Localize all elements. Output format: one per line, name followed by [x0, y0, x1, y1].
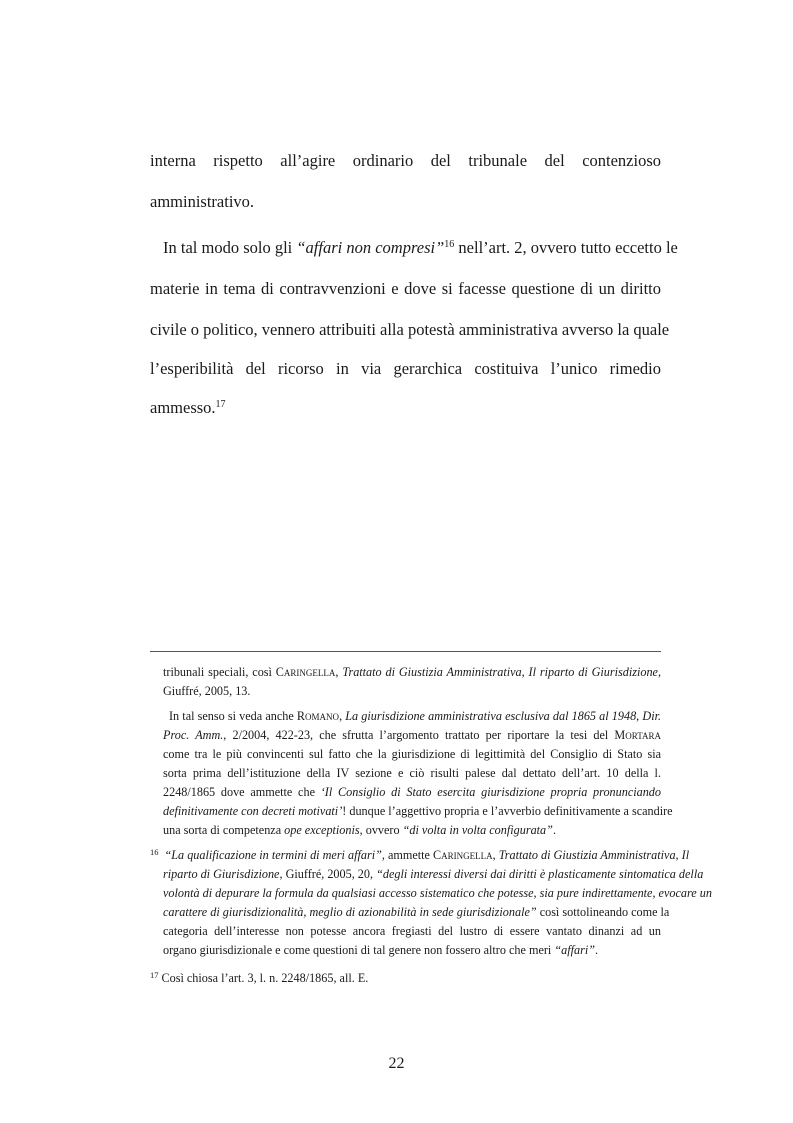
footnote-line: carattere di giurisdizionalità, meglio di azionabilità in sede giurisdizionale” così sottolineando come la [163, 905, 670, 919]
page-number: 22 [388, 1055, 405, 1072]
paragraph-2-line-3: civile o politico, vennero attribuiti alla potestà amministrativa avverso la quale [150, 320, 670, 339]
footnote-line: Proc. Amm., 2/2004, 422-23, che sfrutta l’argomento trattato per riportare la tesi del Mortara [163, 728, 661, 742]
footnote-line: tribunali speciali, così Caringella, Trattato di Giustizia Amministrativa, Il riparto di Giurisdizione, [163, 665, 662, 679]
footnote-separator [150, 651, 661, 652]
paragraph-2-line-1: In tal modo solo gli “affari non compresi”$^{16}$ nell’art. 2, ovvero tutto eccetto le [163, 238, 678, 257]
paragraph-2-line-4: l’esperibilità del ricorso in via gerarchica costituiva l’unico rimedio [150, 359, 661, 378]
footnote-line: volontà di depurare la formula da qualsiasi accesso sistematico che potesse, sia pure indirettamente, evocare un [163, 886, 712, 900]
footnote-line: 2248/1865 dove ammette che ‘Il Consiglio di Stato esercita giurisdizione propria pronunciando [163, 785, 661, 799]
quote-affari-non-compresi: “affari non compresi” [296, 238, 445, 257]
footnote-line: In tal senso si veda anche Romano, La giurisdizione amministrativa esclusiva dal 1865 al 1948, Dir. [169, 709, 662, 723]
footnote-line: riparto di Giurisdizione, Giuffré, 2005, 20, “degli interessi diversi dai diritti è plasticamente sintomatica della [163, 867, 704, 881]
footnote-line: $^{16}$ “La qualificazione in termini di meri affari”, ammette Caringella, Trattato di Giustizia Amministrativa, Il [150, 847, 690, 862]
paragraph-2-line-5: ammesso.$^{17}$ [150, 398, 226, 417]
footnote-17-marker: 17 [150, 970, 159, 980]
footnote-line: categoria dell’interesse non potesse ancora fregiasti del lustro di essere vantato dinanzi ad un [163, 924, 661, 938]
footnote-line: come tra le più convincenti sul fatto che la giurisdizione di legittimità del Consiglio di Stato sia [163, 747, 661, 761]
footnote-ref-16[interactable]: 16 [444, 239, 455, 250]
footnote-line: una sorta di competenza ope exceptionis, ovvero “di volta in volta configurata”. [163, 823, 556, 837]
footnote-16-marker: 16 [150, 847, 159, 857]
footnote-17 [150, 969, 661, 988]
paragraph-1-line-1: interna rispetto all’agire ordinario del tribunale del contenzioso [150, 151, 661, 170]
footnote-16 [150, 846, 712, 960]
footnote-continuation [163, 663, 661, 701]
footnote-line: sorta prima dell’istituzione della IV sezione e ciò risulti palese dal dettato dell’art. 10 della l. [163, 766, 661, 780]
paragraph-1-line-2: amministrativo. [150, 192, 255, 211]
footnote-ref-17[interactable]: 17 [215, 399, 226, 410]
paragraph-2-line-2: materie in tema di contravvenzioni e dove si facesse questione di un diritto [150, 279, 661, 298]
footnote-romano [163, 707, 673, 840]
footnote-line: definitivamente con decreti motivati’! dunque l’aggettivo propria e l’avverbio definitivamente a scandire [163, 804, 673, 818]
footnote-line: Giuffré, 2005, 13. [163, 684, 251, 698]
footnote-line: organo giurisdizionale e come questioni di tal genere non fossero altro che meri “affari”. [163, 943, 599, 957]
footnote-line: $^{17}$ Così chiosa l’art. 3, l. n. 2248/1865, all. E. [150, 970, 369, 985]
